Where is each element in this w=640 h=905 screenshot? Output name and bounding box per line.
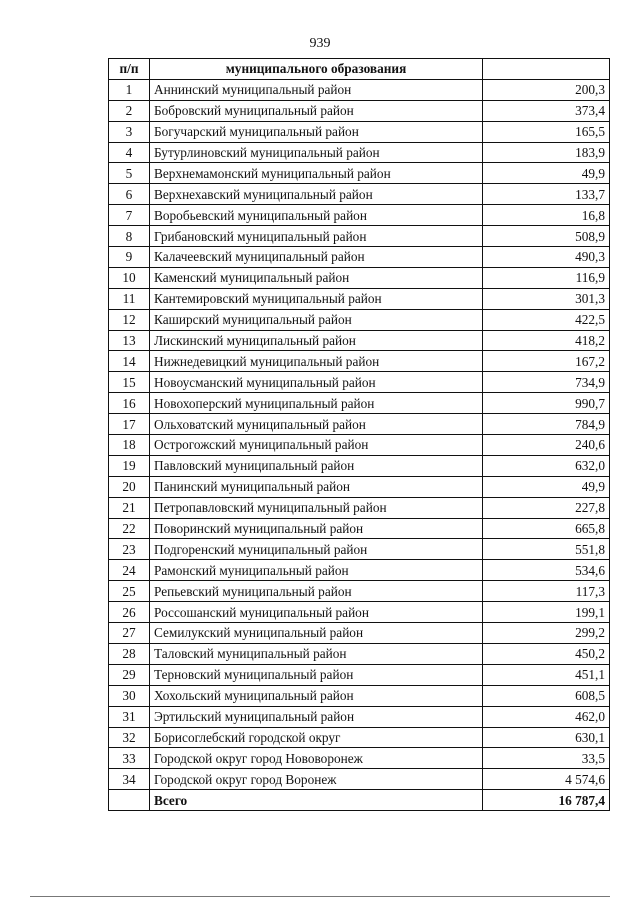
table-row [109, 706, 610, 727]
row-value: 534,6 [483, 560, 610, 581]
row-value: 49,9 [483, 476, 610, 497]
municipality-name: Аннинский муниципальный район [150, 79, 483, 100]
row-value: 551,8 [483, 539, 610, 560]
municipality-name: Каширский муниципальный район [150, 309, 483, 330]
row-value: 632,0 [483, 455, 610, 476]
total-number [109, 790, 150, 811]
row-value: 450,2 [483, 643, 610, 664]
municipality-name: Верхнемамонский муниципальный район [150, 163, 483, 184]
row-number: 11 [109, 288, 150, 309]
table-row [109, 142, 610, 163]
table-row [109, 163, 610, 184]
row-value: 990,7 [483, 393, 610, 414]
footer-divider [30, 896, 610, 897]
municipality-name: Новохоперский муниципальный район [150, 393, 483, 414]
row-number: 22 [109, 518, 150, 539]
municipality-name: Таловский муниципальный район [150, 643, 483, 664]
row-value: 373,4 [483, 100, 610, 121]
row-number: 31 [109, 706, 150, 727]
row-number: 16 [109, 393, 150, 414]
header-number: п/п [109, 59, 150, 80]
row-number: 32 [109, 727, 150, 748]
row-number: 14 [109, 351, 150, 372]
table-row [109, 539, 610, 560]
row-number: 5 [109, 163, 150, 184]
municipality-name: Хохольский муниципальный район [150, 685, 483, 706]
municipality-name: Богучарский муниципальный район [150, 121, 483, 142]
table-row [109, 727, 610, 748]
row-value: 462,0 [483, 706, 610, 727]
municipality-name: Эртильский муниципальный район [150, 706, 483, 727]
municipality-name: Подгоренский муниципальный район [150, 539, 483, 560]
total-label: Всего [150, 790, 483, 811]
municipality-name: Терновский муниципальный район [150, 664, 483, 685]
municipality-name: Поворинский муниципальный район [150, 518, 483, 539]
municipality-name: Павловский муниципальный район [150, 455, 483, 476]
municipality-name: Репьевский муниципальный район [150, 581, 483, 602]
table-row [109, 643, 610, 664]
table-row [109, 476, 610, 497]
table-row [109, 497, 610, 518]
row-value: 199,1 [483, 602, 610, 623]
table-row [109, 267, 610, 288]
table-body [109, 79, 610, 810]
table-row [109, 602, 610, 623]
row-number: 17 [109, 414, 150, 435]
row-value: 490,3 [483, 247, 610, 268]
municipal-data-table [108, 58, 610, 811]
total-value: 16 787,4 [483, 790, 610, 811]
municipality-name: Семилукский муниципальный район [150, 623, 483, 644]
municipality-name: Россошанский муниципальный район [150, 602, 483, 623]
table-row [109, 581, 610, 602]
table-header-row [109, 59, 610, 80]
row-value: 422,5 [483, 309, 610, 330]
row-number: 19 [109, 455, 150, 476]
municipality-name: Городской округ город Нововоронеж [150, 748, 483, 769]
row-value: 200,3 [483, 79, 610, 100]
table-row [109, 560, 610, 581]
table-row [109, 748, 610, 769]
row-number: 29 [109, 664, 150, 685]
table-row [109, 414, 610, 435]
row-value: 133,7 [483, 184, 610, 205]
row-value: 49,9 [483, 163, 610, 184]
row-value: 4 574,6 [483, 769, 610, 790]
municipality-name: Рамонский муниципальный район [150, 560, 483, 581]
row-number: 18 [109, 435, 150, 456]
municipality-name: Нижнедевицкий муниципальный район [150, 351, 483, 372]
row-value: 16,8 [483, 205, 610, 226]
header-value [483, 59, 610, 80]
row-value: 183,9 [483, 142, 610, 163]
row-value: 734,9 [483, 372, 610, 393]
table-row [109, 455, 610, 476]
row-value: 665,8 [483, 518, 610, 539]
municipality-name: Ольховатский муниципальный район [150, 414, 483, 435]
row-number: 30 [109, 685, 150, 706]
table-row [109, 351, 610, 372]
row-number: 6 [109, 184, 150, 205]
row-value: 630,1 [483, 727, 610, 748]
row-number: 24 [109, 560, 150, 581]
table-row [109, 121, 610, 142]
row-value: 508,9 [483, 226, 610, 247]
row-value: 165,5 [483, 121, 610, 142]
row-value: 227,8 [483, 497, 610, 518]
table-row [109, 288, 610, 309]
header-municipality: муниципального образования [150, 59, 483, 80]
table-row [109, 623, 610, 644]
municipality-name: Верхнехавский муниципальный район [150, 184, 483, 205]
row-number: 9 [109, 247, 150, 268]
table-row [109, 184, 610, 205]
table-row [109, 518, 610, 539]
row-number: 25 [109, 581, 150, 602]
row-value: 117,3 [483, 581, 610, 602]
municipality-name: Кантемировский муниципальный район [150, 288, 483, 309]
row-value: 240,6 [483, 435, 610, 456]
table-row [109, 435, 610, 456]
table-row [109, 393, 610, 414]
table-row [109, 685, 610, 706]
row-number: 1 [109, 79, 150, 100]
table-row [109, 664, 610, 685]
row-value: 33,5 [483, 748, 610, 769]
municipality-name: Бобровский муниципальный район [150, 100, 483, 121]
row-value: 784,9 [483, 414, 610, 435]
table-row [109, 79, 610, 100]
municipality-name: Петропавловский муниципальный район [150, 497, 483, 518]
row-number: 7 [109, 205, 150, 226]
row-number: 13 [109, 330, 150, 351]
municipality-name: Каменский муниципальный район [150, 267, 483, 288]
municipality-name: Лискинский муниципальный район [150, 330, 483, 351]
row-number: 27 [109, 623, 150, 644]
row-number: 15 [109, 372, 150, 393]
municipality-name: Борисоглебский городской округ [150, 727, 483, 748]
table-row [109, 309, 610, 330]
table-row [109, 247, 610, 268]
municipality-name: Воробьевский муниципальный район [150, 205, 483, 226]
row-number: 12 [109, 309, 150, 330]
municipality-name: Грибановский муниципальный район [150, 226, 483, 247]
row-number: 3 [109, 121, 150, 142]
row-number: 33 [109, 748, 150, 769]
row-number: 8 [109, 226, 150, 247]
municipality-name: Панинский муниципальный район [150, 476, 483, 497]
row-number: 28 [109, 643, 150, 664]
row-value: 608,5 [483, 685, 610, 706]
table-row [109, 330, 610, 351]
row-number: 20 [109, 476, 150, 497]
row-number: 26 [109, 602, 150, 623]
table-row [109, 226, 610, 247]
row-value: 451,1 [483, 664, 610, 685]
page-number: 939 [309, 36, 331, 51]
row-value: 167,2 [483, 351, 610, 372]
row-value: 301,3 [483, 288, 610, 309]
row-value: 299,2 [483, 623, 610, 644]
municipality-name: Острогожский муниципальный район [150, 435, 483, 456]
row-number: 2 [109, 100, 150, 121]
municipality-name: Бутурлиновский муниципальный район [150, 142, 483, 163]
table-row [109, 205, 610, 226]
row-number: 4 [109, 142, 150, 163]
municipality-name: Новоусманский муниципальный район [150, 372, 483, 393]
row-value: 418,2 [483, 330, 610, 351]
row-number: 34 [109, 769, 150, 790]
table-row [109, 372, 610, 393]
total-row [109, 790, 610, 811]
table-row [109, 100, 610, 121]
row-number: 10 [109, 267, 150, 288]
municipality-name: Калачеевский муниципальный район [150, 247, 483, 268]
municipality-name: Городской округ город Воронеж [150, 769, 483, 790]
table-row [109, 769, 610, 790]
row-number: 21 [109, 497, 150, 518]
row-number: 23 [109, 539, 150, 560]
row-value: 116,9 [483, 267, 610, 288]
